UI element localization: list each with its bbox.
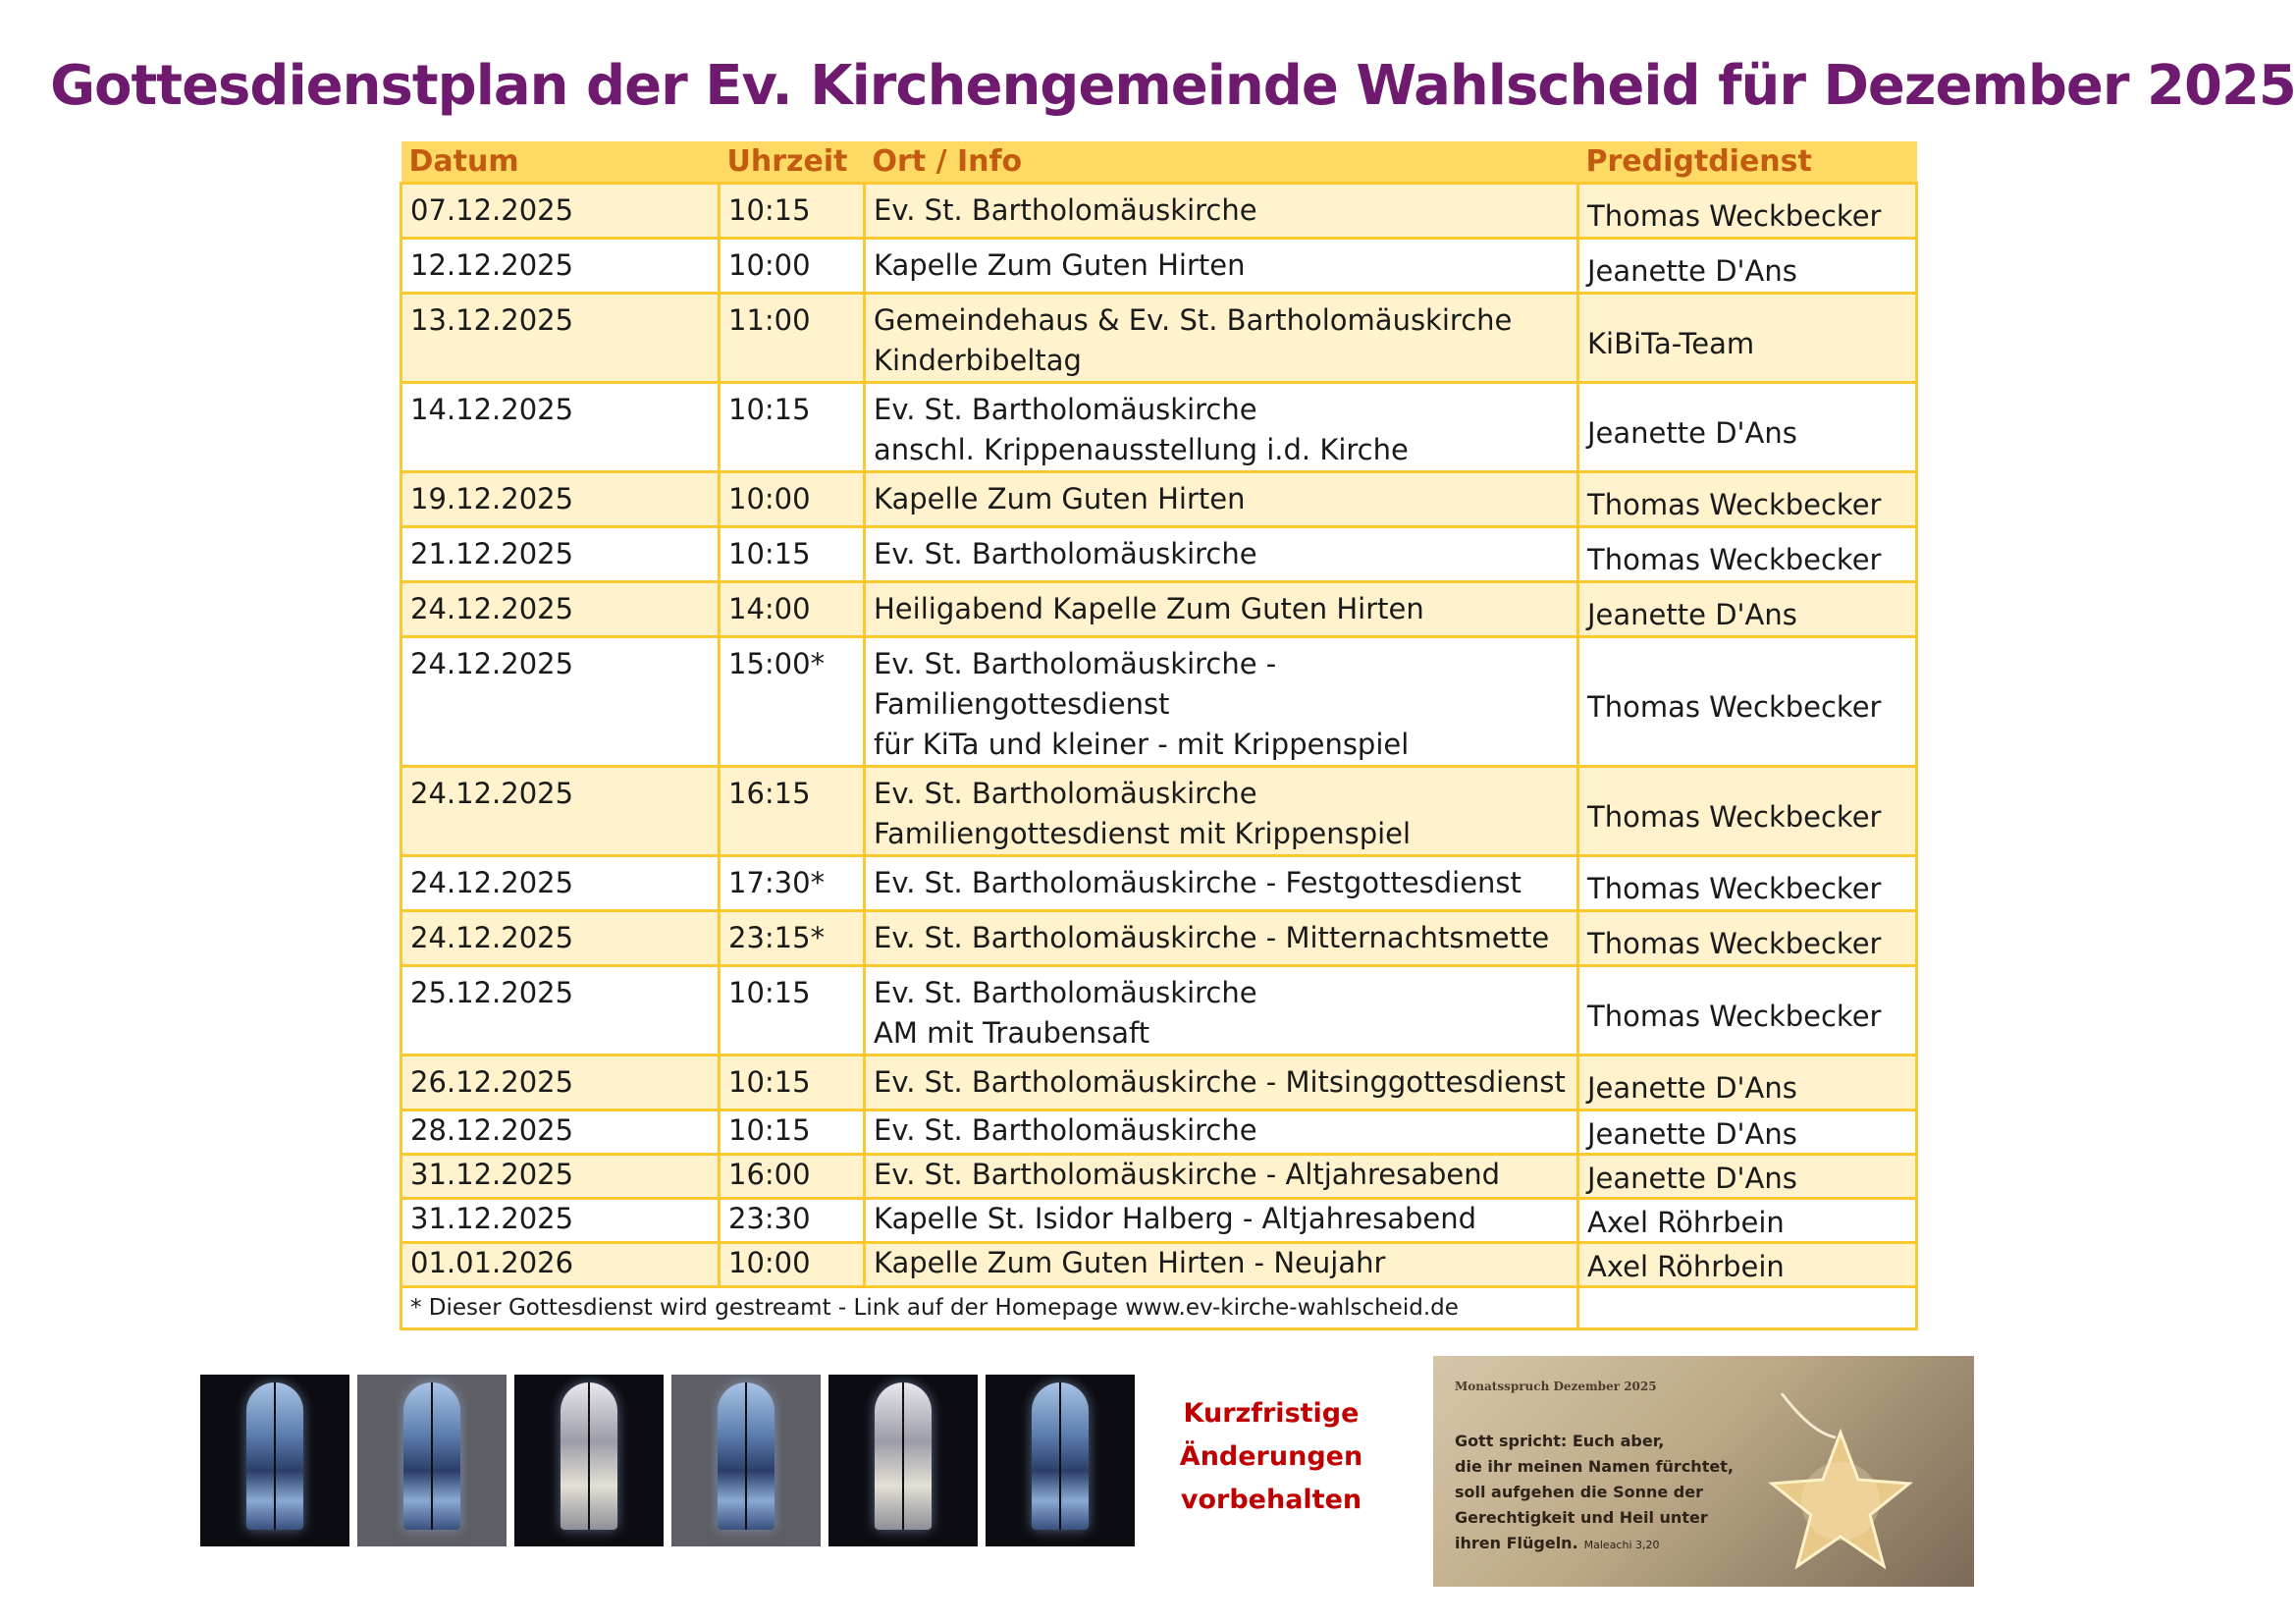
cell-date: 31.12.2025 <box>401 1199 720 1243</box>
cell-time: 10:15 <box>720 383 865 472</box>
cell-place <box>865 1155 1578 1199</box>
table-row <box>401 1199 1917 1243</box>
short-notice <box>1173 1392 1369 1522</box>
cell-preacher: Axel Röhrbein <box>1578 1199 1917 1243</box>
cell-date: 28.12.2025 <box>401 1110 720 1155</box>
table-body <box>401 184 1917 1329</box>
place-line: Gemeindehaus & Ev. St. Bartholomäuskirche <box>874 303 1513 337</box>
place-line: anschl. Krippenausstellung i.d. Kirche <box>874 433 1409 466</box>
window-photo <box>986 1375 1135 1546</box>
place-line: Ev. St. Bartholomäuskirche - Mitsinggottesdienst <box>874 1065 1566 1099</box>
cell-preacher: Thomas Weckbecker <box>1578 911 1917 966</box>
cell-date: 07.12.2025 <box>401 184 720 239</box>
place-line: Ev. St. Bartholomäuskirche <box>874 393 1257 426</box>
place-line: Ev. St. Bartholomäuskirche <box>874 1113 1257 1147</box>
cell-place <box>865 966 1578 1056</box>
cell-preacher: Thomas Weckbecker <box>1578 767 1917 856</box>
cell-date: 24.12.2025 <box>401 911 720 966</box>
cell-time: 15:00* <box>720 637 865 767</box>
cell-date: 13.12.2025 <box>401 294 720 383</box>
place-line: Ev. St. Bartholomäuskirche - Familiengottesdienst <box>874 647 1277 721</box>
cell-time: 10:15 <box>720 966 865 1056</box>
verse-heading: Monatsspruch Dezember 2025 <box>1455 1380 1657 1393</box>
cell-preacher: Jeanette D'Ans <box>1578 1110 1917 1155</box>
table-row <box>401 911 1917 966</box>
cell-place <box>865 856 1578 911</box>
cell-date: 24.12.2025 <box>401 767 720 856</box>
cell-date: 26.12.2025 <box>401 1056 720 1110</box>
monthly-verse-card <box>1433 1356 1974 1587</box>
cell-time: 10:15 <box>720 1110 865 1155</box>
cell-date: 24.12.2025 <box>401 637 720 767</box>
window-photo <box>671 1375 821 1546</box>
place-line: Ev. St. Bartholomäuskirche - Altjahresabend <box>874 1158 1500 1191</box>
verse-line: Gerechtigkeit und Heil unter <box>1455 1508 1708 1527</box>
cell-place <box>865 383 1578 472</box>
cell-place <box>865 527 1578 582</box>
cell-place <box>865 294 1578 383</box>
notice-line: vorbehalten <box>1180 1485 1362 1515</box>
cell-place <box>865 239 1578 294</box>
header-preacher: Predigtdienst <box>1578 141 1917 184</box>
cell-time: 10:15 <box>720 184 865 239</box>
cell-time: 16:15 <box>720 767 865 856</box>
cell-time: 10:00 <box>720 1243 865 1287</box>
table-row <box>401 1110 1917 1155</box>
cell-date: 01.01.2026 <box>401 1243 720 1287</box>
cell-preacher: Jeanette D'Ans <box>1578 383 1917 472</box>
cell-preacher: Jeanette D'Ans <box>1578 239 1917 294</box>
table-row <box>401 966 1917 1056</box>
table-row <box>401 767 1917 856</box>
table-row <box>401 184 1917 239</box>
place-line: Ev. St. Bartholomäuskirche - Mitternachtsmette <box>874 921 1550 954</box>
place-line: Ev. St. Bartholomäuskirche - Festgottesdienst <box>874 866 1522 899</box>
cell-place <box>865 1243 1578 1287</box>
cell-date: 19.12.2025 <box>401 472 720 527</box>
cell-preacher: Thomas Weckbecker <box>1578 637 1917 767</box>
place-line: Ev. St. Bartholomäuskirche <box>874 976 1257 1009</box>
place-line: Ev. St. Bartholomäuskirche <box>874 537 1257 570</box>
place-line: AM mit Traubensaft <box>874 1016 1150 1050</box>
cell-preacher: Thomas Weckbecker <box>1578 856 1917 911</box>
verse-line <box>1455 1531 1749 1558</box>
place-line: Kapelle Zum Guten Hirten - Neujahr <box>874 1246 1386 1279</box>
cell-date: 24.12.2025 <box>401 582 720 637</box>
notice-line: Änderungen <box>1179 1441 1363 1472</box>
header-place: Ort / Info <box>865 141 1578 184</box>
star-lantern-icon <box>1742 1393 1939 1587</box>
window-photo <box>357 1375 507 1546</box>
cell-time: 10:15 <box>720 527 865 582</box>
cell-preacher: KiBiTa-Team <box>1578 294 1917 383</box>
notice-line: Kurzfristige <box>1183 1398 1360 1429</box>
place-line: Familiengottesdienst mit Krippenspiel <box>874 817 1412 850</box>
place-line: Heiligabend Kapelle Zum Guten Hirten <box>874 592 1424 625</box>
cell-preacher: Jeanette D'Ans <box>1578 1056 1917 1110</box>
cell-preacher: Axel Röhrbein <box>1578 1243 1917 1287</box>
cell-time: 10:00 <box>720 239 865 294</box>
cell-preacher: Thomas Weckbecker <box>1578 527 1917 582</box>
table-row <box>401 582 1917 637</box>
cell-place <box>865 472 1578 527</box>
verse-line: soll aufgehen die Sonne der <box>1455 1483 1703 1501</box>
service-schedule-table <box>400 141 1918 1330</box>
cell-date: 21.12.2025 <box>401 527 720 582</box>
verse-text <box>1455 1429 1749 1558</box>
table-row <box>401 472 1917 527</box>
table-row <box>401 239 1917 294</box>
verse-line: Gott spricht: Euch aber, <box>1455 1432 1665 1450</box>
cell-date: 12.12.2025 <box>401 239 720 294</box>
cell-preacher: Thomas Weckbecker <box>1578 184 1917 239</box>
place-line: für KiTa und kleiner - mit Krippenspiel <box>874 728 1410 761</box>
table-row <box>401 1243 1917 1287</box>
cell-date: 14.12.2025 <box>401 383 720 472</box>
page-title: Gottesdienstplan der Ev. Kirchengemeinde Wahlscheid für Dezember 2025 <box>50 54 2296 118</box>
cell-time: 14:00 <box>720 582 865 637</box>
cell-date: 31.12.2025 <box>401 1155 720 1199</box>
cell-time: 23:15* <box>720 911 865 966</box>
table-row <box>401 294 1917 383</box>
cell-preacher: Thomas Weckbecker <box>1578 966 1917 1056</box>
table-row <box>401 527 1917 582</box>
place-line: Ev. St. Bartholomäuskirche <box>874 193 1257 227</box>
place-line: Ev. St. Bartholomäuskirche <box>874 777 1257 810</box>
footnote: * Dieser Gottesdienst wird gestreamt - Link auf der Homepage www.ev-kirche-wahlscheid.de <box>401 1287 1578 1329</box>
table-row <box>401 637 1917 767</box>
window-photo <box>200 1375 349 1546</box>
cell-time: 16:00 <box>720 1155 865 1199</box>
place-line: Kapelle St. Isidor Halberg - Altjahresabend <box>874 1202 1477 1235</box>
cell-place <box>865 184 1578 239</box>
table-row <box>401 1056 1917 1110</box>
cell-place <box>865 582 1578 637</box>
cell-place <box>865 1056 1578 1110</box>
cell-place <box>865 1199 1578 1243</box>
place-line: Kapelle Zum Guten Hirten <box>874 482 1246 515</box>
footnote-row <box>401 1287 1917 1329</box>
cell-time: 23:30 <box>720 1199 865 1243</box>
verse-line: die ihr meinen Namen fürchtet, <box>1455 1457 1734 1476</box>
cell-time: 11:00 <box>720 294 865 383</box>
cell-time: 10:15 <box>720 1056 865 1110</box>
table-header-row <box>401 141 1917 184</box>
header-time: Uhrzeit <box>720 141 865 184</box>
cell-place <box>865 1110 1578 1155</box>
verse-reference: Maleachi 3,20 <box>1583 1539 1660 1551</box>
header-date: Datum <box>401 141 720 184</box>
cell-preacher: Jeanette D'Ans <box>1578 1155 1917 1199</box>
table-row <box>401 383 1917 472</box>
cell-date: 25.12.2025 <box>401 966 720 1056</box>
cell-place <box>865 637 1578 767</box>
cell-time: 17:30* <box>720 856 865 911</box>
table-row <box>401 856 1917 911</box>
table-row <box>401 1155 1917 1199</box>
verse-line-text: ihren Flügeln. <box>1455 1534 1578 1552</box>
cell-time: 10:00 <box>720 472 865 527</box>
place-line: Kapelle Zum Guten Hirten <box>874 248 1246 282</box>
window-photo <box>514 1375 664 1546</box>
window-photo <box>828 1375 978 1546</box>
cell-preacher: Jeanette D'Ans <box>1578 582 1917 637</box>
footnote-empty-cell <box>1578 1287 1917 1329</box>
cell-date: 24.12.2025 <box>401 856 720 911</box>
place-line: Kinderbibeltag <box>874 344 1082 377</box>
cell-place <box>865 767 1578 856</box>
cell-preacher: Thomas Weckbecker <box>1578 472 1917 527</box>
cell-place <box>865 911 1578 966</box>
